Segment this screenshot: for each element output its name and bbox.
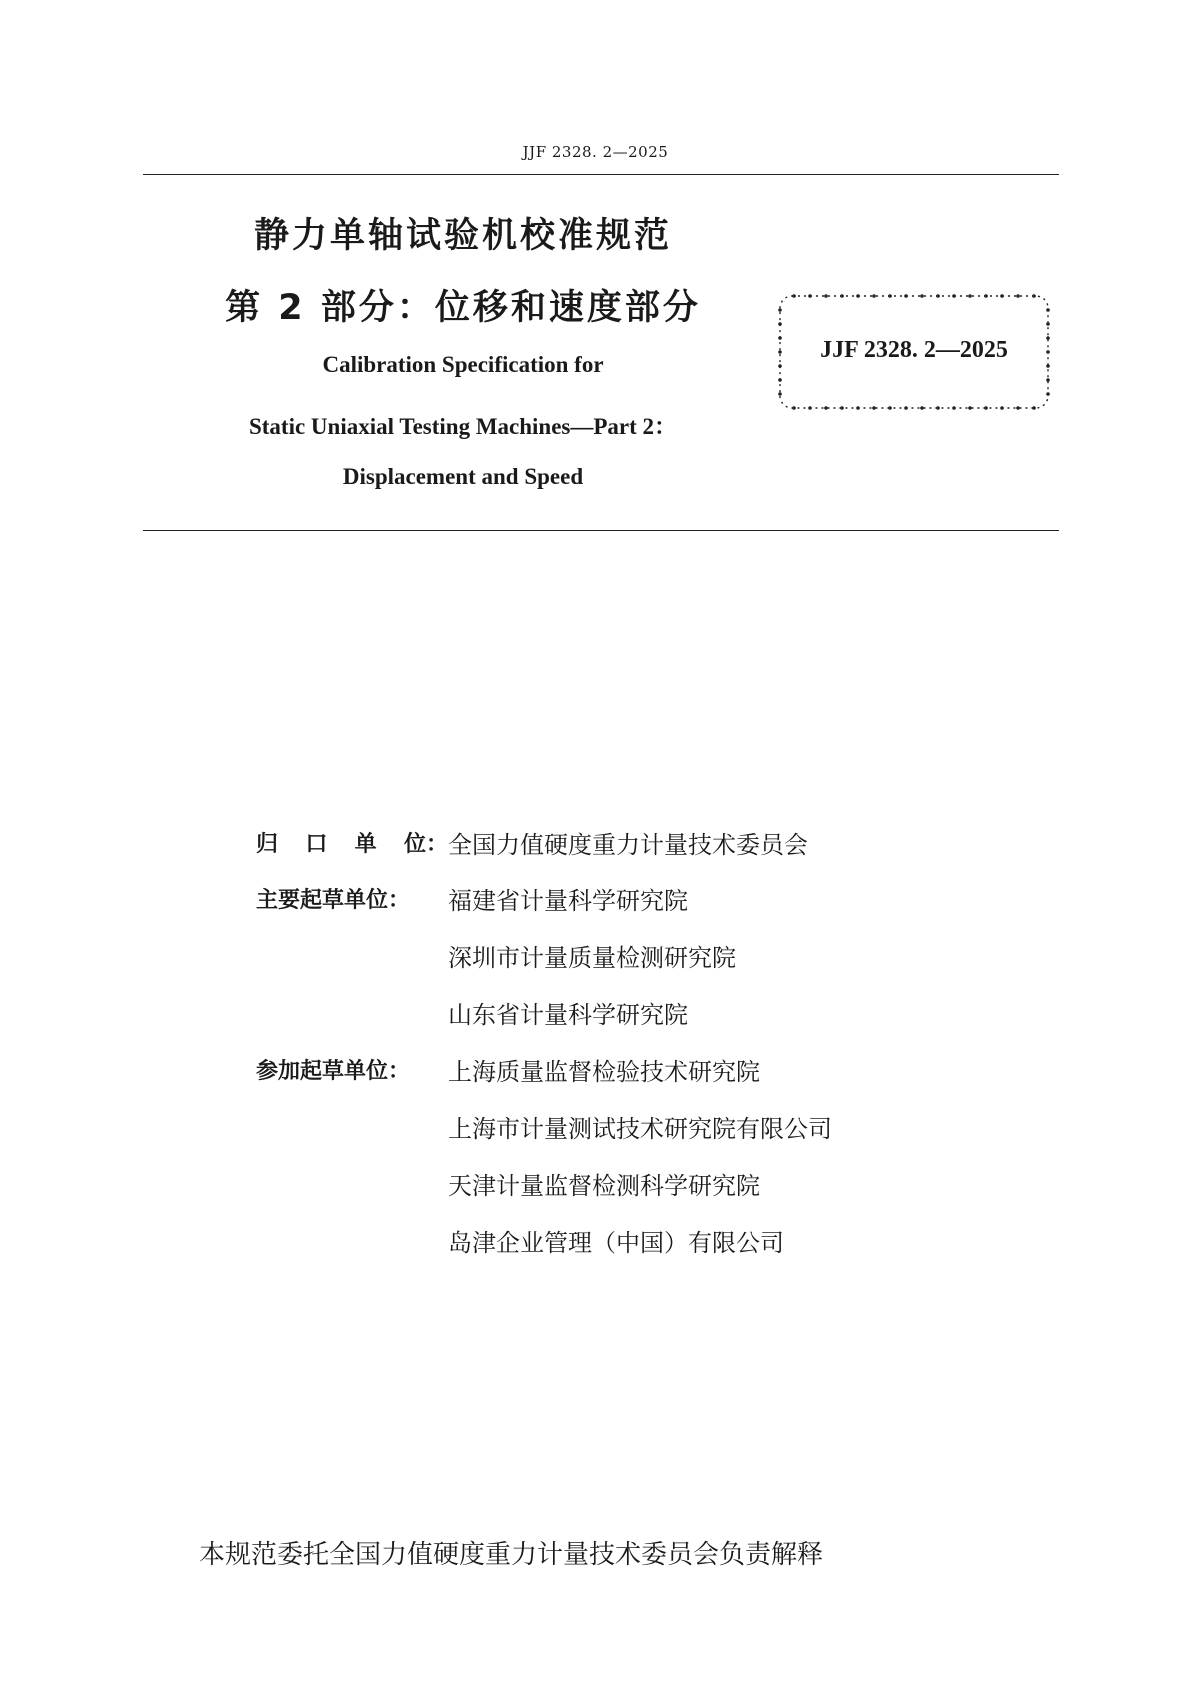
border-dot [888,406,892,410]
border-dot [952,406,956,410]
main-drafting-label: 主要起草单位： [256,887,411,913]
border-dot [808,406,812,410]
header-standard-code: JJF 2328. 2—2025 [522,143,669,161]
participating-unit: 岛津企业管理（中国）有限公司 [448,1228,784,1257]
border-dot [778,392,782,396]
border-dot [840,406,844,410]
standard-code-box [776,292,1052,412]
border-dot [1046,392,1050,396]
participating-unit: 上海质量监督检验技术研究院 [448,1057,760,1086]
border-dot [792,406,796,410]
responsible-unit-value: 全国力值硬度重力计量技术委员会 [448,830,808,859]
border-dot [824,406,828,410]
label-colon: ： [425,831,448,857]
border-dot [888,294,892,298]
title-cn-line1: 静力单轴试验机校准规范 [253,216,672,256]
border-dot [952,294,956,298]
participating-label: 参加起草单位： [256,1058,411,1084]
responsible-unit-label [256,827,448,858]
label-char: 位 [403,831,426,857]
title-en-line3: Displacement and Speed [342,464,584,489]
title-en-line2: Static Uniaxial Testing Machines—Part 2： [248,414,678,439]
title-cn-line2: 第 2 部分：位移和速度部分 [225,288,701,328]
border-dot [1046,322,1050,326]
border-dot [920,294,924,298]
participating-row [448,1220,784,1260]
participating-row [448,1106,832,1146]
participating-row [256,1049,760,1089]
interpretation-note: 本规范委托全国力值硬度重力计量技术委员会负责解释 [199,1540,824,1570]
top-rule [143,174,1059,175]
border-dot [824,294,828,298]
main-drafting-unit: 山东省计量科学研究院 [448,1000,688,1029]
border-dot [936,294,940,298]
border-dot [1032,294,1036,298]
border-dot [792,294,796,298]
bottom-rule [143,530,1059,531]
participating-unit: 上海市计量测试技术研究院有限公司 [448,1114,832,1143]
border-dot [904,406,908,410]
border-dot [856,406,860,410]
border-dot [1032,406,1036,410]
border-dot [904,294,908,298]
border-dot [1000,406,1004,410]
border-dot [1000,294,1004,298]
label-char: 归 [256,831,279,857]
label-char: 口 [305,831,328,857]
label-char: 单 [354,831,377,857]
border-dot [1046,308,1050,312]
border-dot [872,406,876,410]
standard-code: JJF 2328. 2—2025 [820,337,1008,363]
border-dot [920,406,924,410]
border-dot [1016,406,1020,410]
border-dot [808,294,812,298]
main-drafting-row [448,935,736,975]
border-dot [778,378,782,382]
border-dot [1046,378,1050,382]
border-dot [856,294,860,298]
participating-row [448,1163,760,1203]
border-dot [1046,364,1050,368]
main-drafting-unit: 福建省计量科学研究院 [448,886,688,915]
border-dot [840,294,844,298]
main-drafting-row [448,992,688,1032]
main-drafting-unit: 深圳市计量质量检测研究院 [448,943,736,972]
border-dot [778,308,782,312]
participating-unit: 天津计量监督检测科学研究院 [448,1171,760,1200]
border-dot [778,322,782,326]
border-dot [968,294,972,298]
border-dot [872,294,876,298]
border-dot [778,364,782,368]
responsible-unit-row [256,822,808,862]
title-en-line1: Calibration Specification for [322,352,604,377]
border-dot [936,406,940,410]
main-drafting-row [256,878,688,918]
border-dot [1016,294,1020,298]
border-dot [968,406,972,410]
border-dot [984,406,988,410]
border-dot [984,294,988,298]
